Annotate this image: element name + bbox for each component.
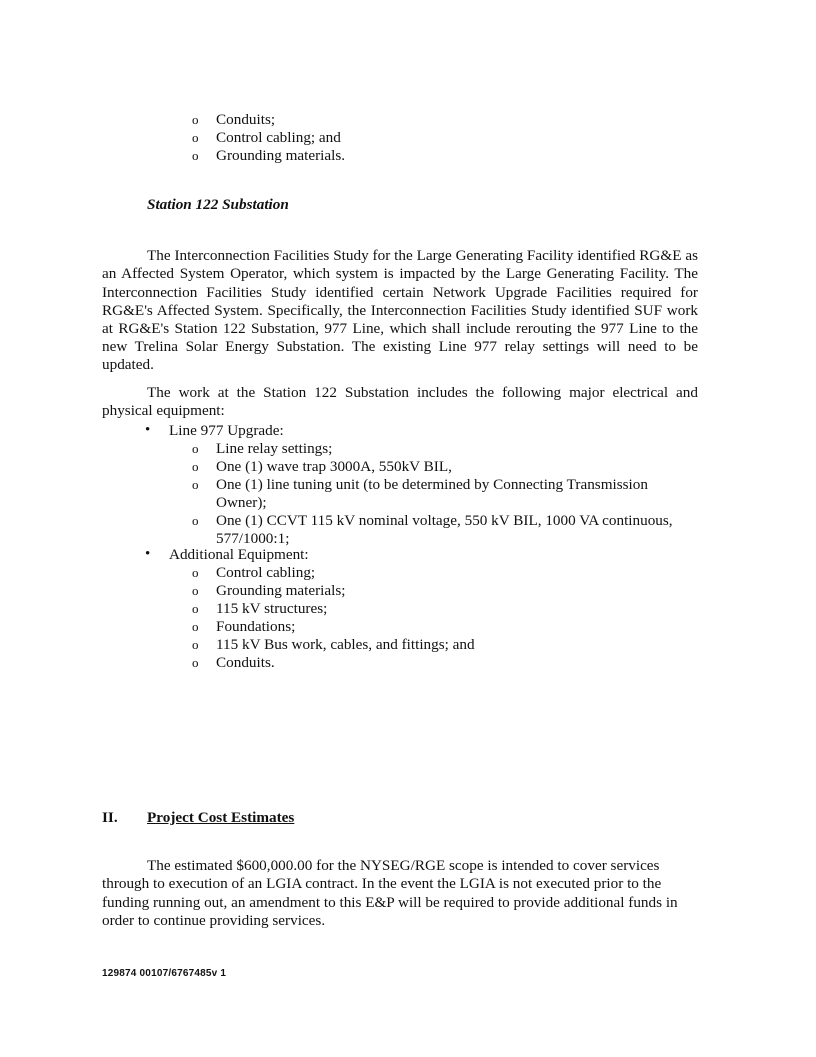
- sub-bullet-marker: o: [192, 459, 199, 474]
- list-item-text: Foundations;: [216, 618, 296, 635]
- sub-bullet-marker: o: [192, 130, 199, 145]
- sub-bullet-marker: o: [192, 655, 199, 670]
- sub-bullet-marker: o: [192, 601, 199, 616]
- equipment-group-label: Line 977 Upgrade:: [169, 422, 284, 439]
- list-item-text: One (1) line tuning unit (to be determined by Connecting Transmission Owner);: [216, 476, 648, 512]
- list-item-text: 115 kV Bus work, cables, and fittings; and: [216, 636, 475, 653]
- list-item-text: One (1) CCVT 115 kV nominal voltage, 550 kV BIL, 1000 VA continuous, 577/1000:1;: [216, 512, 673, 548]
- equipment-group-label: Additional Equipment:: [169, 546, 309, 563]
- bullet-marker: •: [145, 422, 151, 438]
- document-footer-id: 129874 00107/6767485v 1: [102, 968, 227, 979]
- sub-bullet-marker: o: [192, 583, 199, 598]
- sub-bullet-marker: o: [192, 441, 199, 456]
- sub-bullet-marker: o: [192, 619, 199, 634]
- paragraph-equipment-intro: The work at the Station 122 Substation includes the following major electrical and physical equipment:: [102, 384, 698, 420]
- sub-bullet-marker: o: [192, 112, 199, 127]
- sub-bullet-marker: o: [192, 513, 199, 528]
- sub-bullet-marker: o: [192, 148, 199, 163]
- list-item-text: Line relay settings;: [216, 440, 333, 457]
- station-heading: Station 122 Substation: [147, 196, 289, 213]
- list-item-text: One (1) wave trap 3000A, 550kV BIL,: [216, 458, 452, 475]
- section-number: II.: [102, 809, 118, 826]
- paragraph-intro: The Interconnection Facilities Study for the Large Generating Facility identified RG&E as an Affected System Operator, which system is impacted by the Large Generating Facility. The Interconnection Facilities Study identified certain Network Upgrade Facilities required for RG&E's Affected System. Specifically, the Interconnection Facilities Study identified SUF work at RG&E's Station 122 Substation, 977 Line, which shall include rerouting the 977 Line to the new Trelina Solar Energy Substation. The existing Line 977 relay settings will need to be updated.: [102, 247, 698, 374]
- list-item-text: Control cabling; and: [216, 129, 341, 146]
- list-item-text: Control cabling;: [216, 564, 316, 581]
- list-item-text: Grounding materials.: [216, 147, 346, 164]
- sub-bullet-marker: o: [192, 477, 199, 492]
- list-item-text: 115 kV structures;: [216, 600, 328, 617]
- list-item-text: Conduits.: [216, 654, 275, 671]
- sub-bullet-marker: o: [192, 637, 199, 652]
- paragraph-cost-estimates: The estimated $600,000.00 for the NYSEG/RGE scope is intended to cover services through to execution of an LGIA contract. In the event the LGIA is not executed prior to the funding running out, an amendment to this E&P will be required to provide additional funds in order to continue providing services.: [102, 857, 678, 929]
- section-title: Project Cost Estimates: [147, 809, 295, 826]
- bullet-marker: •: [145, 546, 151, 562]
- list-item-text: Grounding materials;: [216, 582, 346, 599]
- list-item-text: Conduits;: [216, 111, 276, 128]
- sub-bullet-marker: o: [192, 565, 199, 580]
